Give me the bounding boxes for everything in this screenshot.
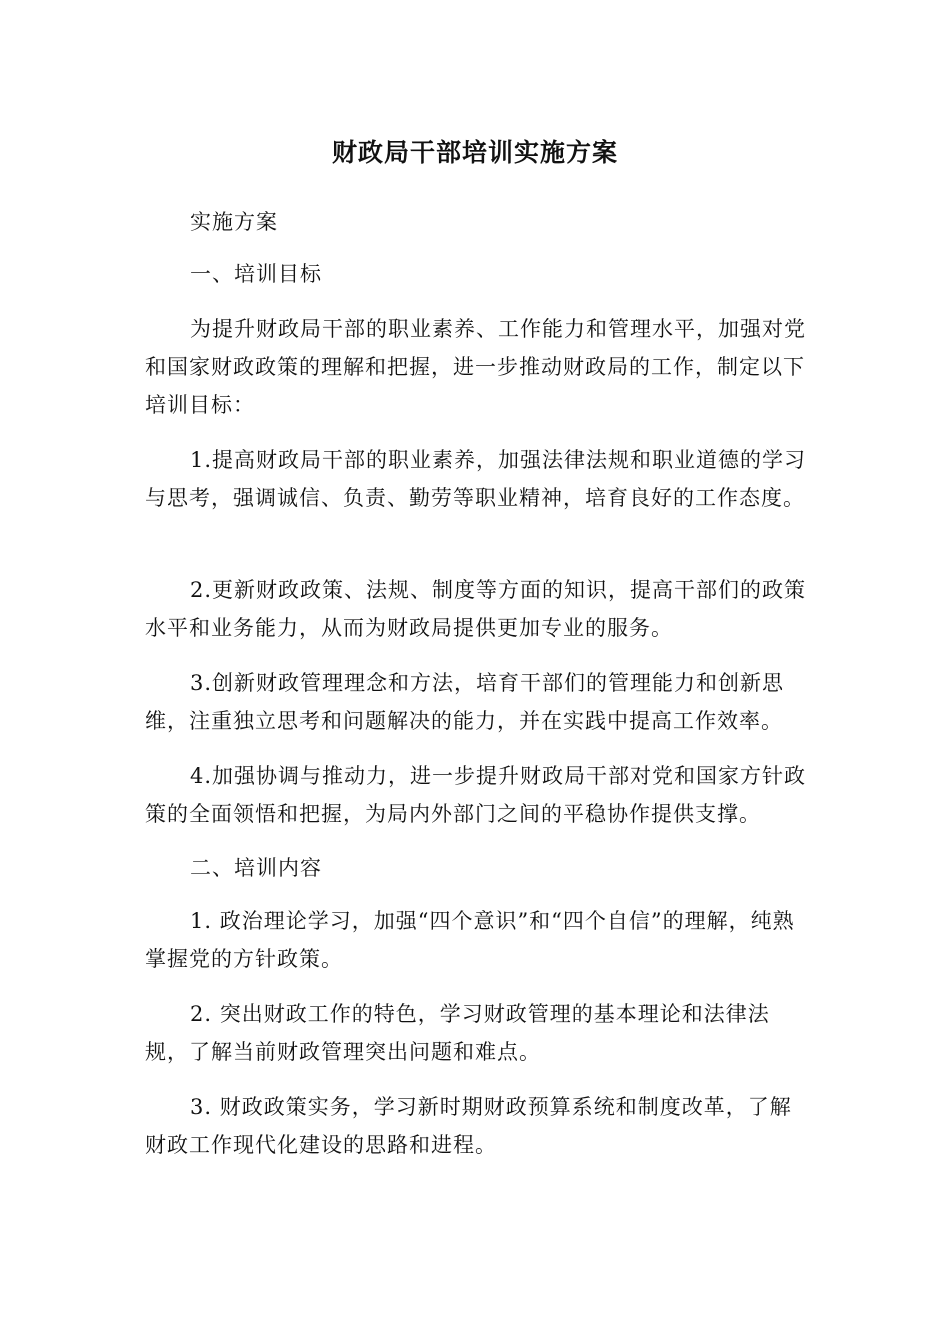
goal-item: 4.加强协调与推动力，进一步提升财政局干部对党和国家方针政策的全面领悟和把握，为局内外部门之间的平稳协作提供支撑。 <box>145 764 807 826</box>
subtitle: 实施方案 <box>190 210 278 234</box>
intro-paragraph-block <box>145 310 810 424</box>
goal-4-block <box>145 757 810 833</box>
goal-2-block <box>145 571 810 647</box>
intro-paragraph: 为提升财政局干部的职业素养、工作能力和管理水平，加强对党和国家财政政策的理解和把握，进一步推动财政局的工作，制定以下培训目标： <box>145 317 806 417</box>
goal-item: 2.更新财政政策、法规、制度等方面的知识，提高干部们的政策水平和业务能力，从而为财政局提供更加专业的服务。 <box>145 578 807 640</box>
content-item: 1. 政治理论学习，加强“四个意识”和“四个自信”的理解，纯熟掌握党的方针政策。 <box>145 909 795 971</box>
section2-heading-block <box>145 849 810 887</box>
content-1-block <box>145 902 810 978</box>
goal-item: 1.提高财政局干部的职业素养，加强法律法规和职业道德的学习与思考，强调诚信、负责、勤劳等职业精神，培育良好的工作态度。 <box>145 448 807 510</box>
content-3-block <box>145 1088 810 1164</box>
subtitle-block <box>145 203 810 241</box>
content-item: 3. 财政政策实务，学习新时期财政预算系统和制度改革，了解财政工作现代化建设的思路和进程。 <box>145 1095 792 1157</box>
goal-3-block <box>145 664 810 740</box>
section-heading-contents: 二、培训内容 <box>190 856 322 880</box>
goal-item: 3.创新财政管理理念和方法，培育干部们的管理能力和创新思维，注重独立思考和问题解决的能力，并在实践中提高工作效率。 <box>145 671 785 733</box>
section1-heading-block <box>145 255 810 293</box>
content-2-block <box>145 995 810 1071</box>
section-heading-goals: 一、培训目标 <box>190 262 322 286</box>
goal-1-block <box>145 441 810 517</box>
content-item: 2. 突出财政工作的特色，学习财政管理的基本理论和法律法规，了解当前财政管理突出问题和难点。 <box>145 1002 770 1064</box>
document-title: 财政局干部培训实施方案 <box>331 138 618 167</box>
